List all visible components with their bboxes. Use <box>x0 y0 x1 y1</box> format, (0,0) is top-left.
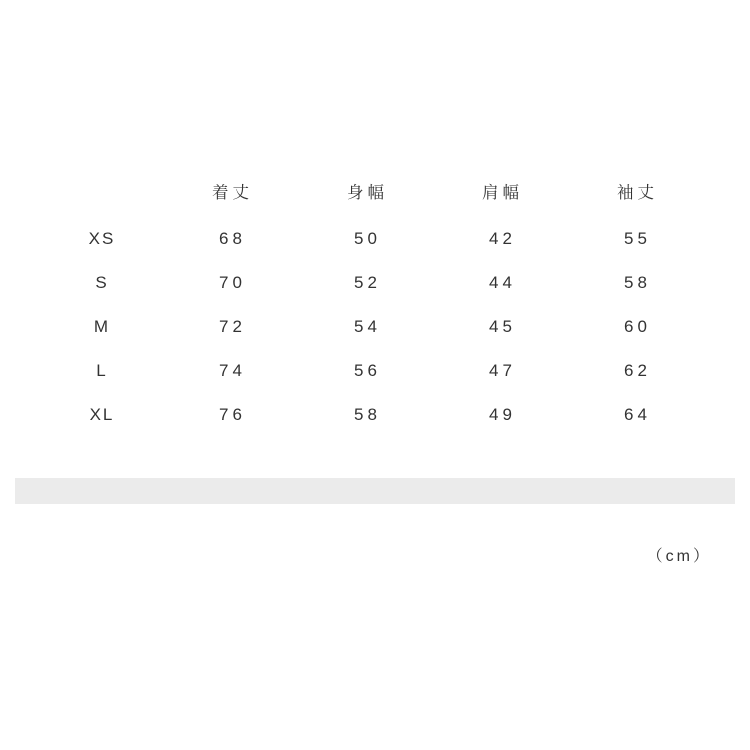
cell-xs-chest-width: 50 <box>354 229 381 248</box>
cell-s-shoulder-width: 44 <box>489 273 516 292</box>
column-header-body-length: 着丈 <box>212 184 253 202</box>
table-row <box>45 393 705 437</box>
cell-l-sleeve-length: 62 <box>624 361 651 380</box>
table-header <box>45 165 705 217</box>
cell-s-body-length: 70 <box>219 273 246 292</box>
cell-l-shoulder-width: 47 <box>489 361 516 380</box>
cell-m-shoulder-width: 45 <box>489 317 516 336</box>
cell-xs-shoulder-width: 42 <box>489 229 516 248</box>
row-header-s: S <box>95 273 109 292</box>
column-header-shoulder-width: 肩幅 <box>482 184 523 202</box>
unit-label: （cm） <box>646 548 712 565</box>
size-chart-table <box>45 165 705 437</box>
cell-m-body-length: 72 <box>219 317 246 336</box>
table-row <box>45 217 705 261</box>
cell-l-chest-width: 56 <box>354 361 381 380</box>
cell-l-body-length: 74 <box>219 361 246 380</box>
cell-xl-sleeve-length: 64 <box>624 405 651 424</box>
table-row <box>45 305 705 349</box>
table-body <box>45 217 705 437</box>
row-header-m: M <box>93 317 111 336</box>
row-header-xs: XS <box>88 229 116 248</box>
cell-xs-body-length: 68 <box>219 229 246 248</box>
section-divider <box>15 478 735 504</box>
cell-xl-chest-width: 58 <box>354 405 381 424</box>
cell-xl-body-length: 76 <box>219 405 246 424</box>
cell-m-sleeve-length: 60 <box>624 317 651 336</box>
table-row <box>45 261 705 305</box>
row-header-xl: XL <box>89 405 115 424</box>
table-row <box>45 349 705 393</box>
column-header-size <box>45 165 165 217</box>
cell-xs-sleeve-length: 55 <box>624 229 651 248</box>
column-header-chest-width: 身幅 <box>347 184 388 202</box>
table-header-row <box>45 165 705 217</box>
column-header-sleeve-length: 袖丈 <box>617 184 658 202</box>
cell-xl-shoulder-width: 49 <box>489 405 516 424</box>
cell-s-sleeve-length: 58 <box>624 273 651 292</box>
cell-m-chest-width: 54 <box>354 317 381 336</box>
row-header-l: L <box>96 361 108 380</box>
cell-s-chest-width: 52 <box>354 273 381 292</box>
